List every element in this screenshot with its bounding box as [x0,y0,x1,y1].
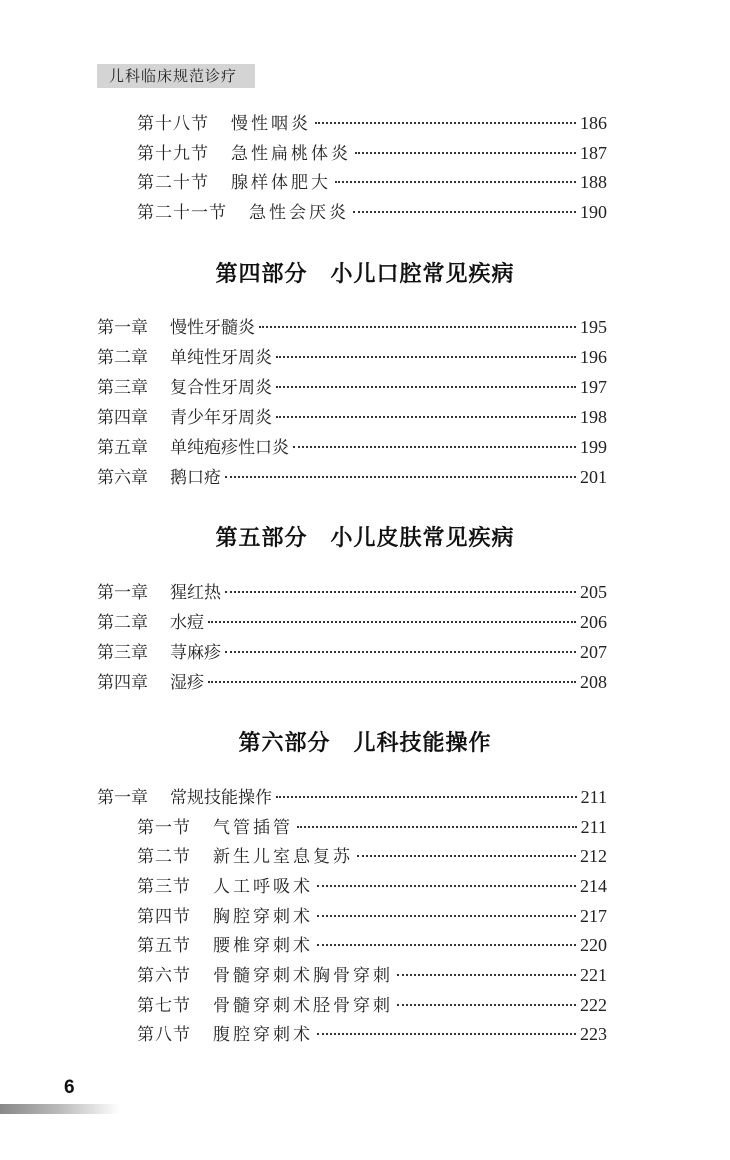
toc-title: 骨髓穿刺术胫骨穿刺 [213,996,393,1016]
toc-entry[interactable] [97,345,607,369]
toc-page: 195 [580,317,607,337]
toc-title: 猩红热 [170,583,221,603]
toc-title: 人工呼吸术 [213,877,313,897]
leader-dots [315,122,576,124]
toc-page: 187 [580,143,607,163]
leader-dots [397,1004,576,1006]
toc-entry[interactable] [97,640,607,664]
toc-entry[interactable] [97,375,607,399]
toc-label: 第三节 [137,877,191,897]
toc-title: 常规技能操作 [170,788,272,808]
leader-dots [397,974,576,976]
toc-entry[interactable] [137,874,607,898]
leader-dots [225,476,576,478]
toc-entry[interactable] [97,785,607,809]
leader-dots [355,152,576,154]
toc-entry[interactable] [137,904,607,928]
toc-entry[interactable] [137,1022,607,1046]
toc-entry[interactable] [97,610,607,634]
toc-title: 急性扁桃体炎 [231,144,351,164]
toc-page: 217 [580,906,607,926]
toc-entry[interactable] [137,963,607,987]
toc-page: 206 [580,612,607,632]
toc-title: 单纯性牙周炎 [170,348,272,368]
toc-page: 190 [580,202,607,222]
toc-page: 214 [580,876,607,896]
toc-label: 第十九节 [137,144,209,164]
toc-entry[interactable] [137,933,607,957]
toc-page: 196 [580,347,607,367]
leader-dots [297,826,577,828]
toc-entry[interactable] [137,200,607,224]
toc-page: 223 [580,1024,607,1044]
toc-page: 201 [580,467,607,487]
toc-label: 第一章 [97,318,148,338]
toc-page: 220 [580,935,607,955]
page-number: 6 [64,1077,75,1098]
toc-label: 第二十节 [137,173,209,193]
leader-dots [225,591,576,593]
toc-title: 鹅口疮 [170,468,221,488]
leader-dots [317,1033,576,1035]
toc-page: 197 [580,377,607,397]
toc-title: 急性会厌炎 [249,203,349,223]
toc-page: 211 [580,787,607,807]
leader-dots [353,211,576,213]
toc-label: 第十八节 [137,114,209,134]
toc-label: 第八节 [137,1025,191,1045]
footer-gradient-bar [0,1104,120,1114]
toc-page: 211 [580,817,607,837]
toc-label: 第六节 [137,966,191,986]
toc-title: 腺样体肥大 [231,173,331,193]
toc-page: 205 [580,582,607,602]
toc-label: 第四章 [97,673,148,693]
toc-entry[interactable] [137,111,607,135]
toc-label: 第二十一节 [137,203,227,223]
part-heading: 第五部分 小儿皮肤常见疾病 [215,526,515,551]
toc-page: 199 [580,437,607,457]
leader-dots [259,326,576,328]
toc-title: 青少年牙周炎 [170,408,272,428]
toc-label: 第一节 [137,818,191,838]
toc-page: 186 [580,113,607,133]
leader-dots [225,651,576,653]
toc-label: 第四章 [97,408,148,428]
toc-title: 慢性咽炎 [231,114,311,134]
toc-label: 第五章 [97,438,148,458]
leader-dots [357,855,576,857]
leader-dots [317,885,576,887]
leader-dots [276,416,576,418]
leader-dots [335,181,576,183]
toc-label: 第六章 [97,468,148,488]
leader-dots [208,621,576,623]
toc-entry[interactable] [137,844,607,868]
toc-title: 骨髓穿刺术胸骨穿刺 [213,966,393,986]
toc-entry[interactable] [97,405,607,429]
toc-label: 第二章 [97,613,148,633]
part-heading: 第六部分 儿科技能操作 [238,731,492,756]
leader-dots [276,356,576,358]
toc-label: 第一章 [97,788,148,808]
toc-entry[interactable] [97,315,607,339]
toc-title: 新生儿室息复苏 [213,847,353,867]
toc-label: 第三章 [97,378,148,398]
leader-dots [276,386,576,388]
toc-entry[interactable] [137,170,607,194]
toc-title: 慢性牙髓炎 [170,318,255,338]
toc-entry[interactable] [97,435,607,459]
toc-title: 水痘 [170,613,204,633]
toc-page: 207 [580,642,607,662]
toc-entry[interactable] [97,670,607,694]
leader-dots [293,446,576,448]
leader-dots [276,796,577,798]
toc-label: 第三章 [97,643,148,663]
toc-title: 胸腔穿刺术 [213,907,313,927]
toc-title: 气管插管 [213,818,293,838]
toc-entry[interactable] [137,141,607,165]
toc-title: 单纯疱疹性口炎 [170,438,289,458]
book-title-header: 儿科临床规范诊疗 [97,64,255,88]
toc-page: 208 [580,672,607,692]
toc-label: 第四节 [137,907,191,927]
toc-title: 荨麻疹 [170,643,221,663]
toc-title: 腰椎穿刺术 [213,936,313,956]
toc-page: 221 [580,965,607,985]
toc-title: 湿疹 [170,673,204,693]
toc-entry[interactable] [97,580,607,604]
toc-page: 222 [580,995,607,1015]
leader-dots [317,915,576,917]
toc-entry[interactable] [137,993,607,1017]
leader-dots [317,944,576,946]
toc-label: 第二章 [97,348,148,368]
leader-dots [208,681,576,683]
toc-page: 188 [580,172,607,192]
toc-label: 第二节 [137,847,191,867]
toc-entry[interactable] [137,815,607,839]
toc-title: 复合性牙周炎 [170,378,272,398]
toc-label: 第五节 [137,936,191,956]
toc-entry[interactable] [97,465,607,489]
toc-page: 198 [580,407,607,427]
part-heading: 第四部分 小儿口腔常见疾病 [215,262,515,287]
toc-page: 212 [580,846,607,866]
toc-label: 第一章 [97,583,148,603]
toc-title: 腹腔穿刺术 [213,1025,313,1045]
toc-label: 第七节 [137,996,191,1016]
